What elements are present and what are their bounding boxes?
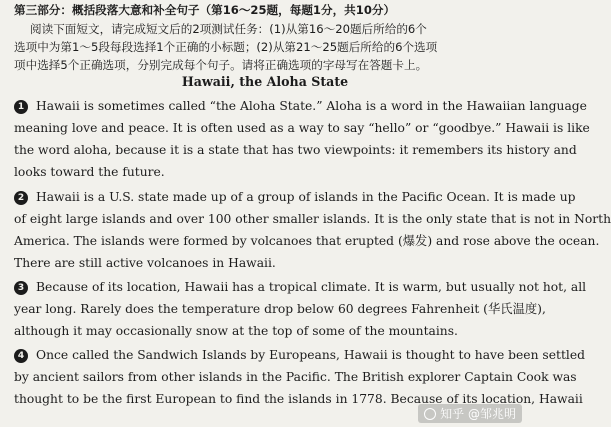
instruction-line-2: 选项中为第1～5段每段选择1个正确的小标题；(2)从第21～25题后所给的6个选项 — [14, 40, 438, 54]
paragraph-4-line-1: 4 Once called the Sandwich Islands by Europeans, Hawaii is thought to have been settled — [14, 347, 530, 363]
paragraph-number-2: 2 — [14, 191, 28, 205]
paragraph-3-line-1: 3 Because of its location, Hawaii has a tropical climate. It is warm, but usually not hot, all — [14, 279, 530, 295]
paragraph-number-3: 3 — [14, 281, 28, 295]
paragraph-1-line-2: meaning love and peace. It is often used as a way to say “hello” or “goodbye.” Hawaii is like — [14, 121, 590, 135]
zhihu-icon — [424, 408, 436, 420]
paragraph-1-line-4: looks toward the future. — [14, 165, 165, 179]
paragraph-1-line-1: 1 Hawaii is sometimes called “the Aloha State.” Aloha is a word in the Hawaiian language — [14, 98, 530, 114]
paragraph-2-line-2: of eight large islands and over 100 other smaller islands. It is the only state that is not in North — [14, 212, 611, 226]
paragraph-4-line-3: thought to be the first European to find the islands in 1778. Because of its location, Hawaii — [14, 392, 583, 406]
section-heading: 第三部分：概括段落大意和补全句子（第16～25题，每题1分，共10分） — [14, 3, 396, 17]
watermark — [418, 404, 522, 423]
paragraph-1-line-3: the word aloha, because it is a state that has two viewpoints: it remembers its history and — [14, 143, 577, 157]
watermark-text: 知乎 @邹兆明 — [440, 407, 516, 421]
paragraph-number-4: 4 — [14, 349, 28, 363]
paragraph-2-line-4: There are still active volcanoes in Hawaii. — [14, 256, 276, 270]
instruction-line-3: 项中选择5个正确选项，分别完成每个句子。请将正确选项的字母写在答题卡上。 — [14, 58, 428, 72]
paragraph-4-line-2: by ancient sailors from other islands in the Pacific. The British explorer Captain Cook was — [14, 370, 577, 384]
paragraph-2-line-3: America. The islands were formed by volcanoes that erupted (爆发) and rose above the ocean. — [14, 234, 600, 248]
paragraph-2-line-1: 2 Hawaii is a U.S. state made up of a group of islands in the Pacific Ocean. It is made up — [14, 189, 530, 205]
paragraph-3-line-3: although it may occasionally snow at the top of some of the mountains. — [14, 324, 458, 338]
article-title: Hawaii, the Aloha State — [181, 74, 349, 89]
paragraph-3-line-2: year long. Rarely does the temperature drop below 60 degrees Fahrenheit (华氏温度), — [14, 302, 546, 316]
paragraph-number-1: 1 — [14, 100, 28, 114]
instruction-line-1: 阅读下面短文，请完成短文后的2项测试任务：(1)从第16～20题后所给的6个 — [30, 22, 427, 36]
